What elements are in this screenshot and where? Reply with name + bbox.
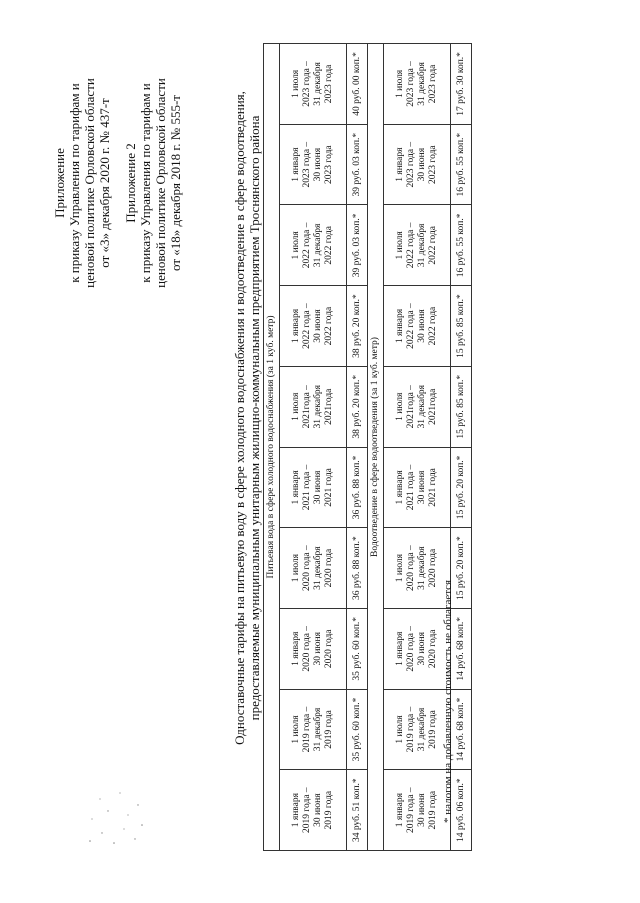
price-cell: 35 руб. 60 коп.* — [347, 608, 368, 689]
period-line: 30 июня — [417, 793, 427, 827]
period-line: 1 июля — [291, 231, 301, 260]
period-line: 1 июля — [395, 231, 405, 260]
period-line: 31 декабря — [417, 384, 427, 429]
period-line: 1 июля — [291, 715, 301, 744]
period-line: 30 июня — [417, 147, 427, 182]
price-cell: 39 руб. 03 коп.* — [347, 124, 368, 205]
period-line: 2022 года — [428, 226, 438, 265]
period-line: 31 декабря — [313, 384, 323, 429]
period-line: 2019 года — [428, 710, 438, 749]
appendix-2-block — [123, 33, 183, 333]
scan-noise — [80, 781, 160, 851]
period-cell — [280, 366, 347, 447]
period-line: 2020 года — [324, 548, 334, 588]
appendix-1-date: от «3» декабря 2020 г. № 437-т — [97, 98, 112, 268]
period-cell — [280, 44, 347, 125]
period-cell — [384, 44, 451, 125]
period-line: 2022 года – — [406, 222, 416, 269]
price-cell: 38 руб. 20 коп.* — [347, 286, 368, 367]
period-line: 1 июля — [291, 392, 301, 421]
period-cell — [384, 608, 451, 689]
appendix-1-title: Приложение — [52, 148, 67, 218]
period-line: 1 января — [395, 793, 405, 828]
period-line: 2022 года – — [406, 303, 416, 349]
price-cell: 36 руб. 88 коп.* — [347, 447, 368, 528]
period-line: 2023 года — [324, 64, 334, 104]
period-row — [384, 44, 451, 851]
appendix-1-block — [52, 33, 112, 333]
period-line: 31 декабря — [417, 62, 427, 106]
document-header — [52, 33, 194, 333]
price-cell: 34 руб. 51 коп.* — [347, 770, 368, 851]
price-cell: 15 руб. 85 коп.* — [451, 366, 472, 447]
period-line: 30 июня — [313, 470, 323, 505]
period-line: 30 июня — [417, 309, 427, 343]
period-row — [280, 44, 347, 851]
period-line: 2023 года — [428, 64, 438, 104]
period-line: 2020 года – — [302, 545, 312, 591]
period-line: 1 июля — [291, 554, 301, 583]
price-cell: 16 руб. 55 коп.* — [451, 205, 472, 286]
period-line: 2021 года – — [406, 464, 416, 511]
price-cell: 15 руб. 85 коп.* — [451, 286, 472, 367]
tariff-table — [263, 43, 472, 851]
period-line: 31 декабря — [417, 546, 427, 590]
period-line: 30 июня — [417, 470, 427, 505]
footnote: * налогом на добавленную стоимость не облагается — [442, 579, 454, 823]
period-line: 2019 года – — [406, 787, 416, 833]
period-line: 2023 года — [324, 145, 334, 184]
period-line: 2021года — [324, 388, 334, 425]
period-line: 2019 года – — [302, 787, 312, 833]
price-cell: 40 руб. 00 коп.* — [347, 44, 368, 125]
period-cell — [280, 205, 347, 286]
period-cell — [384, 528, 451, 609]
section-heading: Питьевая вода в сфере холодного водоснабжения (за 1 куб. метр) — [264, 44, 280, 851]
period-cell — [280, 286, 347, 367]
period-line: 2020 года — [428, 629, 438, 669]
period-line: 1 июля — [291, 69, 301, 98]
period-cell — [384, 447, 451, 528]
period-cell — [384, 286, 451, 367]
price-cell: 16 руб. 55 коп.* — [451, 124, 472, 205]
appendix-2-line: ценовой политике Орловской области — [153, 78, 168, 288]
document-title — [232, 0, 262, 848]
period-line: 31 декабря — [313, 62, 323, 106]
appendix-1-line: ценовой политике Орловской области — [82, 78, 97, 288]
period-line: 1 января — [395, 470, 405, 505]
price-cell: 15 руб. 20 коп.* — [451, 447, 472, 528]
appendix-1-line: к приказу Управления по тарифам и — [67, 83, 82, 283]
section-heading: Водоотведение в сфере водоотведения (за 1 куб. метр) — [368, 44, 384, 851]
period-cell — [280, 689, 347, 770]
price-row — [347, 44, 368, 851]
period-cell — [280, 124, 347, 205]
period-line: 2022 года – — [302, 222, 312, 269]
period-line: 2023 года – — [302, 141, 312, 188]
period-line: 1 января — [395, 147, 405, 182]
period-line: 2021года – — [302, 385, 312, 429]
period-line: 1 января — [291, 470, 301, 505]
price-cell: 14 руб. 68 коп.* — [451, 689, 472, 770]
period-line: 1 января — [395, 631, 405, 666]
period-line: 2020 года – — [406, 545, 416, 591]
appendix-2-title: Приложение 2 — [123, 143, 138, 223]
period-line: 2019 года — [324, 790, 334, 830]
price-cell: 35 руб. 60 коп.* — [347, 689, 368, 770]
period-line: 1 июля — [395, 69, 405, 98]
price-cell: 17 руб. 30 коп.* — [451, 44, 472, 125]
period-line: 2023 года – — [406, 61, 416, 107]
period-line: 31 декабря — [313, 707, 323, 752]
period-cell — [280, 528, 347, 609]
price-cell: 14 руб. 68 коп.* — [451, 608, 472, 689]
period-line: 30 июня — [313, 309, 323, 343]
period-line: 31 декабря — [417, 223, 427, 268]
period-line: 2019 года — [324, 710, 334, 749]
period-line: 2023 года – — [302, 61, 312, 107]
period-line: 1 января — [291, 631, 301, 666]
period-line: 2020 года — [324, 629, 334, 669]
period-line: 2019 года — [428, 790, 438, 830]
period-line: 2023 года — [428, 145, 438, 184]
appendix-2-line: к приказу Управления по тарифам и — [138, 83, 153, 283]
period-line: 2021года — [428, 388, 438, 425]
period-cell — [384, 770, 451, 851]
period-line: 2022 года — [428, 306, 438, 346]
period-line: 31 декабря — [417, 707, 427, 752]
period-line: 31 декабря — [313, 546, 323, 590]
price-cell: 36 руб. 88 коп.* — [347, 528, 368, 609]
price-cell: 15 руб. 20 коп.* — [451, 528, 472, 609]
period-cell — [384, 689, 451, 770]
appendix-2-date: от «18» декабря 2018 г. № 555-т — [168, 95, 183, 271]
period-line: 2021 года — [324, 468, 334, 507]
period-line: 1 июля — [395, 554, 405, 583]
period-line: 1 июля — [395, 392, 405, 421]
period-cell — [384, 205, 451, 286]
period-line: 2019 года – — [406, 706, 416, 753]
price-cell: 14 руб. 06 коп.* — [451, 770, 472, 851]
period-line: 2019 года – — [302, 706, 312, 753]
period-line: 30 июня — [313, 632, 323, 666]
price-cell: 39 руб. 03 коп.* — [347, 205, 368, 286]
period-cell — [280, 447, 347, 528]
period-line: 31 декабря — [313, 223, 323, 268]
price-cell: 38 руб. 20 коп.* — [347, 366, 368, 447]
period-line: 2021года – — [406, 385, 416, 429]
period-line: 2022 года – — [302, 303, 312, 349]
period-line: 1 января — [395, 308, 405, 344]
period-line: 2023 года – — [406, 141, 416, 188]
period-cell — [384, 366, 451, 447]
period-line: 30 июня — [313, 793, 323, 827]
period-line: 1 января — [291, 147, 301, 182]
period-line: 1 июля — [395, 715, 405, 744]
period-line: 2020 года — [428, 548, 438, 588]
period-line: 2021 года – — [302, 464, 312, 511]
section-heading-row — [368, 44, 384, 851]
period-line: 30 июня — [417, 632, 427, 666]
period-line: 1 января — [291, 793, 301, 828]
period-line: 2022 года — [324, 306, 334, 346]
period-cell — [280, 608, 347, 689]
period-line: 2020 года – — [302, 625, 312, 672]
period-cell — [384, 124, 451, 205]
title-line: предоставляемые муниципальным унитарным жилищно-коммунальным предприятием Троснянского района — [247, 115, 262, 721]
period-line: 30 июня — [313, 147, 323, 182]
section-heading-row — [264, 44, 280, 851]
period-line: 2022 года — [324, 226, 334, 265]
period-line: 2020 года – — [406, 625, 416, 672]
title-line: Одноставочные тарифы на питьевую воду в сфере холодного водоснабжения и водоотведение в сфере водоотведения, — [232, 91, 247, 745]
period-line: 1 января — [291, 308, 301, 344]
period-line: 2021 года — [428, 468, 438, 507]
period-cell — [280, 770, 347, 851]
